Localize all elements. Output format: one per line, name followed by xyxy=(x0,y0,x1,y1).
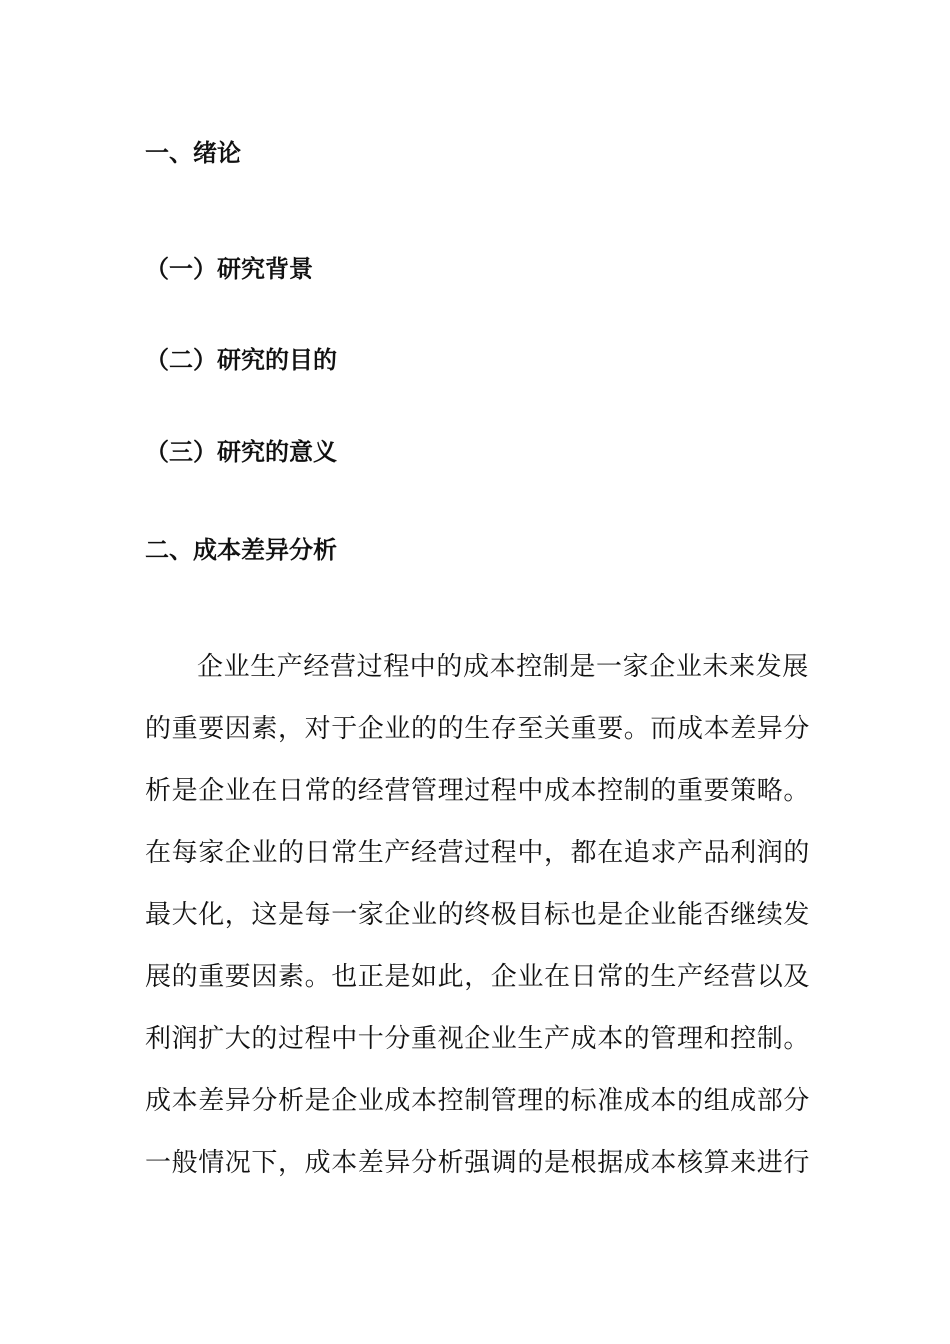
paragraph-line: 企业生产经营过程中的成本控制是一家企业未来发展 xyxy=(197,652,809,682)
paragraph-line: 成本差异分析是企业成本控制管理的标准成本的组成部分 xyxy=(145,1086,811,1116)
subsection-heading-purpose: （二）研究的目的 xyxy=(145,346,337,374)
section-heading-introduction: 一、绪论 xyxy=(145,139,241,167)
paragraph-line: 析是企业在日常的经营管理过程中成本控制的重要策略。 xyxy=(145,776,811,806)
subsection-heading-significance: （三）研究的意义 xyxy=(145,438,337,466)
section-heading-cost-variance: 二、成本差异分析 xyxy=(145,536,337,564)
paragraph-line: 一般情况下，成本差异分析强调的是根据成本核算来进行 xyxy=(145,1148,811,1178)
paragraph-line: 的重要因素，对于企业的的生存至关重要。而成本差异分 xyxy=(145,714,811,744)
paragraph-line: 最大化，这是每一家企业的终极目标也是企业能否继续发 xyxy=(145,900,811,930)
paragraph-line: 利润扩大的过程中十分重视企业生产成本的管理和控制。 xyxy=(145,1024,811,1054)
subsection-heading-background: （一）研究背景 xyxy=(145,255,313,283)
paragraph-line: 展的重要因素。也正是如此，企业在日常的生产经营以及 xyxy=(145,962,811,992)
paragraph-line: 在每家企业的日常生产经营过程中，都在追求产品利润的 xyxy=(145,838,811,868)
